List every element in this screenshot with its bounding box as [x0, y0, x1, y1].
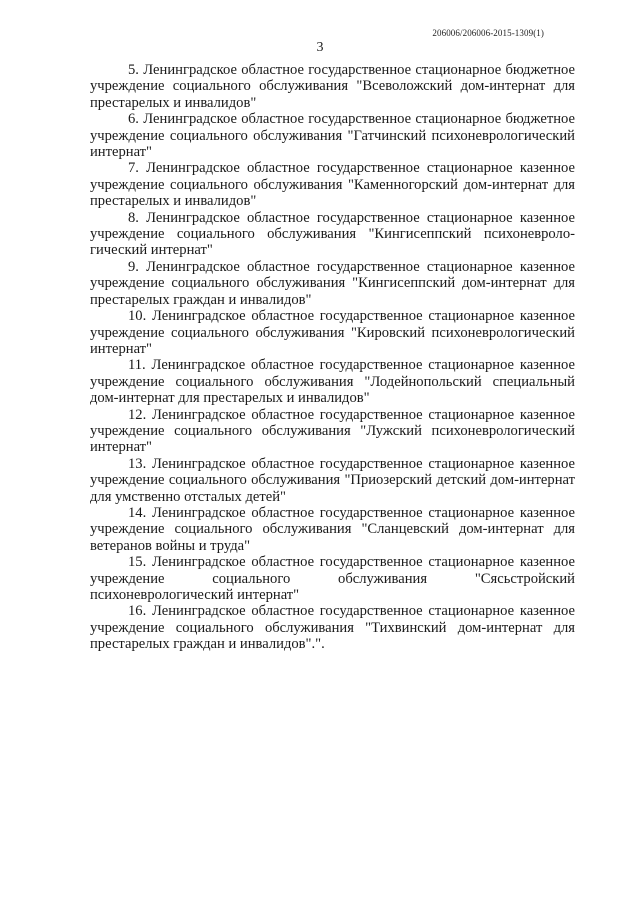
item-number: 13.	[128, 455, 147, 472]
item-number: 7.	[128, 160, 139, 177]
list-item	[90, 111, 575, 160]
list-item	[90, 160, 575, 209]
item-number: 12.	[128, 406, 147, 423]
item-text: Ленинградское областное государственное стационарное казенное учреждение социального обслуживания "Лодейнопольский специальный дом-интернат для престарелых и инвалидов"	[90, 357, 575, 407]
item-text: Ленинградское областное государственное стационарное казенное учреждение социального обслуживания "Тихвинский дом-интернат для престарелых граждан и инвалидов".".	[90, 603, 575, 653]
list-item	[90, 259, 575, 308]
list-item	[90, 357, 575, 406]
list-item	[90, 505, 575, 554]
item-text: Ленинградское областное государственное стационарное бюджетное учреждение социального обслуживания "Всеволожский дом-интернат для престарелых и инвалидов"	[90, 62, 575, 111]
item-number: 15.	[128, 554, 147, 571]
list-item	[90, 554, 575, 603]
item-number: 11.	[128, 357, 146, 374]
list-item	[90, 62, 575, 111]
item-number: 5.	[128, 62, 139, 78]
document-code: 206006/206006-2015-1309(1)	[432, 28, 544, 38]
item-number: 10.	[128, 308, 147, 325]
item-text: Ленинградское областное государственное стационарное бюджетное учреждение социального обслуживания "Гатчинский психоневрологический интернат"	[90, 111, 575, 161]
item-text: Ленинградское областное государственное стационарное казенное учреждение социального обслуживания "Кингисеппский дом-интернат для престарелых граждан и инвалидов"	[90, 258, 575, 308]
item-text: Ленинградское областное государственное стационарное казенное учреждение социального обслуживания "Сясьстройский психоневрологический интернат"	[90, 554, 575, 603]
page-number: 3	[316, 40, 324, 55]
item-text: Ленинградское областное государственное стационарное казенное учреждение социального обслуживания "Кировский психоневрологический интернат"	[90, 308, 575, 357]
item-text: Ленинградское областное государственное стационарное казенное учреждение социального обслуживания "Каменногорский дом-интернат для престарелых и инвалидов"	[90, 160, 575, 210]
list-item	[90, 407, 575, 456]
item-text: Ленинградское областное государственное стационарное казенное учреждение социального обслуживания "Кингисеппский психоневрологический интернат"	[90, 209, 575, 259]
item-number: 8.	[128, 209, 139, 226]
item-number: 9.	[128, 258, 139, 275]
list-item	[90, 603, 575, 652]
item-text: Ленинградское областное государственное стационарное казенное учреждение социального обслуживания "Сланцевский дом-интернат для ветеранов войны и труда"	[90, 504, 575, 554]
list-item	[90, 308, 575, 357]
item-number: 6.	[128, 111, 139, 128]
numbered-list	[90, 62, 575, 653]
item-text: Ленинградское областное государственное стационарное казенное учреждение социального обслуживания "Лужский психоневрологический интернат"	[90, 406, 575, 456]
item-number: 14.	[128, 504, 147, 521]
item-text: Ленинградское областное государственное стационарное казенное учреждение социального обслуживания "Приозерский детский дом-интернат для умственно отсталых детей"	[90, 455, 575, 505]
list-item	[90, 210, 575, 259]
list-item	[90, 456, 575, 505]
item-number: 16.	[128, 603, 147, 620]
